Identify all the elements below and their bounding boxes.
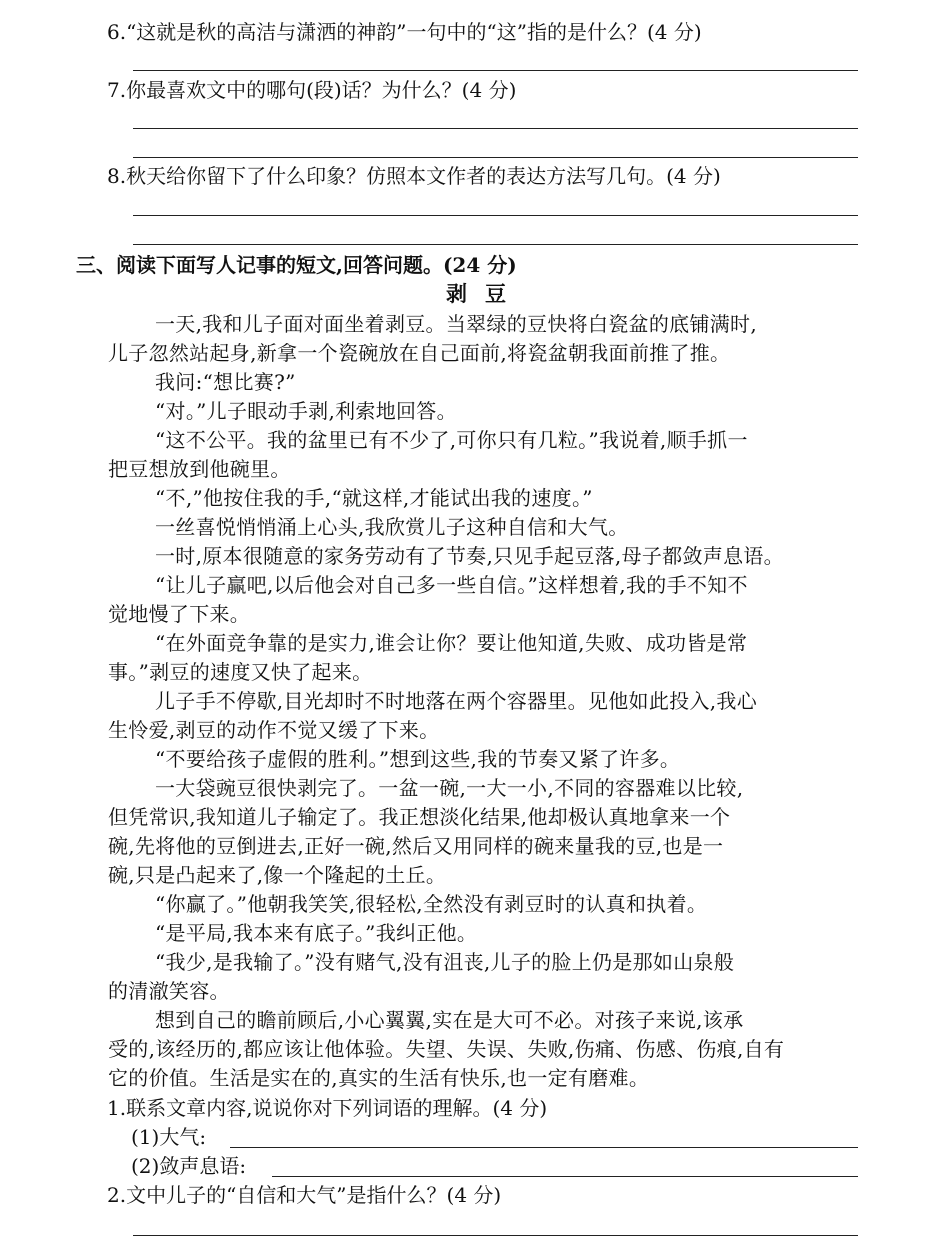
passage-line: “你赢了。”他朝我笑笑,很轻松,全然没有剥豆时的认真和执着。	[155, 892, 708, 916]
passage-title: 剥豆	[446, 281, 524, 306]
passage-line: 儿子忽然站起身,新拿一个瓷碗放在自己面前,将瓷盆朝我面前推了推。	[108, 341, 731, 365]
passage-line: 碗,先将他的豆倒进去,正好一碗,然后又用同样的碗来量我的豆,也是一	[108, 834, 724, 858]
passage-line: “让儿子赢吧,以后他会对自己多一些自信。”这样想着,我的手不知不	[155, 573, 748, 597]
answer-line	[133, 157, 858, 158]
passage-line: 一丝喜悦悄悄涌上心头,我欣赏儿子这种自信和大气。	[155, 515, 629, 539]
passage-line: 碗,只是凸起来了,像一个隆起的土丘。	[108, 863, 447, 887]
passage-line: “不,”他按住我的手,“就这样,才能试出我的速度。”	[155, 486, 593, 510]
passage-line: 觉地慢了下来。	[108, 602, 251, 626]
passage-line: 一大袋豌豆很快剥完了。一盆一碗,一大一小,不同的容器难以比较,	[155, 776, 744, 800]
question-1: 1.联系文章内容,说说你对下列词语的理解。(4 分)	[107, 1096, 548, 1120]
question-8: 8.秋天给你留下了什么印象？仿照本文作者的表达方法写几句。(4 分)	[107, 164, 721, 188]
question-1-part-2: (2)敛声息语:	[131, 1154, 247, 1178]
passage-line: 受的,该经历的,都应该让他体验。失望、失误、失败,伤痛、伤感、伤痕,自有	[108, 1037, 785, 1061]
passage-line: 想到自己的瞻前顾后,小心翼翼,实在是大可不必。对孩子来说,该承	[155, 1008, 744, 1032]
passage-line: 它的价值。生活是实在的,真实的生活有快乐,也一定有磨难。	[108, 1066, 650, 1090]
passage-line: 我问:“想比赛?”	[155, 370, 296, 394]
passage-line: 儿子手不停歇,目光却时不时地落在两个容器里。见他如此投入,我心	[155, 689, 758, 713]
passage-line: 事。”剥豆的速度又快了起来。	[108, 660, 373, 684]
passage-line: “在外面竞争靠的是实力,谁会让你？要让他知道,失败、成功皆是常	[155, 631, 748, 655]
question-2: 2.文中儿子的“自信和大气”是指什么？(4 分)	[107, 1183, 502, 1207]
passage-line: “对。”儿子眼动手剥,利索地回答。	[155, 399, 457, 423]
passage-line: “不要给孩子虚假的胜利。”想到这些,我的节奏又紧了许多。	[155, 747, 681, 771]
passage-line: 一天,我和儿子面对面坐着剥豆。当翠绿的豆快将白瓷盆的底铺满时,	[155, 312, 758, 336]
passage-line: “是平局,我本来有底子。”我纠正他。	[155, 921, 478, 945]
passage-line: 的清澈笑容。	[108, 979, 230, 1003]
passage-line: 但凭常识,我知道儿子输定了。我正想淡化结果,他却极认真地拿来一个	[108, 805, 731, 829]
question-1-part-1: (1)大气:	[131, 1125, 207, 1149]
answer-line	[272, 1176, 858, 1177]
answer-line	[230, 1147, 858, 1148]
answer-line	[133, 244, 858, 245]
question-7: 7.你最喜欢文中的哪句(段)话？为什么？(4 分)	[107, 78, 517, 102]
passage-line: “这不公平。我的盆里已有不少了,可你只有几粒。”我说着,顺手抓一	[155, 428, 748, 452]
passage-line: “我少,是我输了。”没有赌气,没有沮丧,儿子的脸上仍是那如山泉般	[155, 950, 735, 974]
passage-line: 生怜爱,剥豆的动作不觉又缓了下来。	[108, 718, 440, 742]
answer-line	[133, 70, 858, 71]
passage-line: 把豆想放到他碗里。	[108, 457, 291, 481]
answer-line	[133, 1235, 858, 1236]
answer-line	[133, 215, 858, 216]
section-heading: 三、阅读下面写人记事的短文,回答问题。(24 分)	[76, 253, 517, 277]
question-6: 6.“这就是秋的高洁与潇洒的神韵”一句中的“这”指的是什么？(4 分)	[107, 20, 702, 44]
passage-line: 一时,原本很随意的家务劳动有了节奏,只见手起豆落,母子都敛声息语。	[155, 544, 784, 568]
answer-line	[133, 128, 858, 129]
